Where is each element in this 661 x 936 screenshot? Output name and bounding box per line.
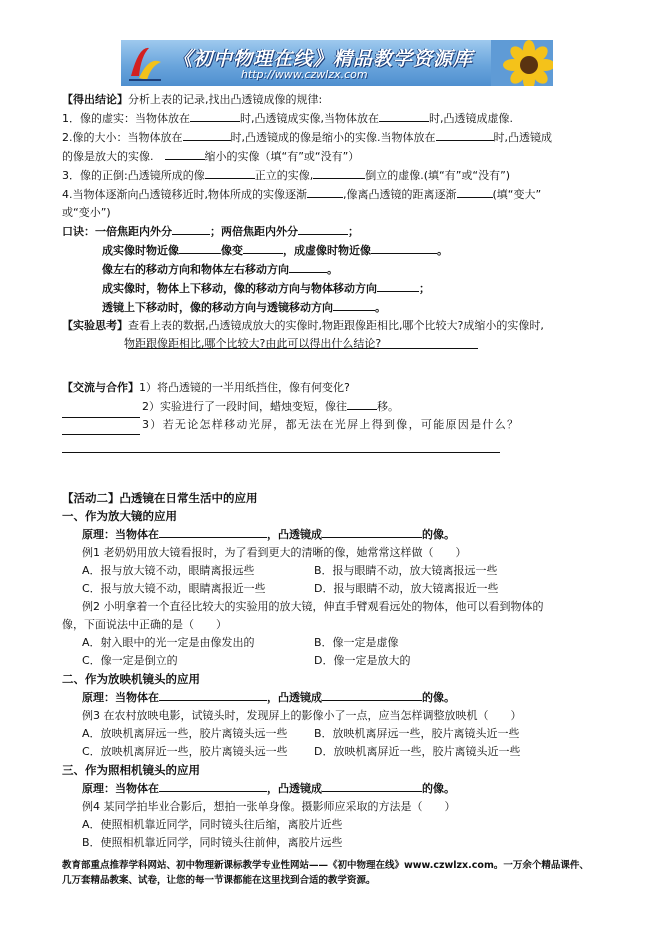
blank[interactable] [289,260,327,273]
example-1-options-cd [62,580,602,598]
blank[interactable] [371,241,437,254]
camera-heading: 三、作为照相机镜头的应用 [62,763,200,777]
blank[interactable] [307,185,343,198]
rule-3 [62,166,602,185]
principle-c: 的像。 [422,782,455,795]
thinking-text-2: 物距跟像距相比,哪个比较大?由此可以得出什么结论? [124,337,382,350]
example-2-options-ab [62,634,602,652]
rule-2-cont [62,147,602,166]
exchange-q2-a: 2）实验进行了一段时间，蜡烛变短，像往 [142,400,347,413]
rule-3-text-a: 3．像的正倒:凸透镜所成的像 [62,169,205,182]
rule-1-text-b: 时,凸透镜成实像,当物体放在 [240,112,379,125]
example-4-option-b[interactable]: B．使照相机靠近同学，同时镜头往前伸，离胶片远些 [82,836,343,849]
projector-principle [62,688,602,707]
rule-4-text-c: (填“变大” [492,188,542,201]
site-logo-icon [125,42,165,84]
rule-4-text-b: ,像离凸透镜的距离逐渐 [343,188,457,201]
blank[interactable] [322,779,422,792]
rule-2-text-d: 的像是放大的实像. [62,150,154,163]
sunflower-icon [491,40,553,86]
mnemonic-2-b: 像变 [221,244,243,257]
blank[interactable] [205,166,255,179]
magnifier-principle [62,525,602,544]
rule-4-cont [62,204,602,222]
example-2-options-cd [62,652,602,670]
activity-two-title: 【活动二】凸透镜在日常生活中的应用 [62,491,258,505]
example-4: 例4 某同学拍毕业合影后，想拍一张单身像。摄影师应采取的方法是（ ） [82,800,456,813]
magnifier-heading: 一、作为放大镜的应用 [62,509,177,523]
exchange-q2-b: 移。 [377,400,399,413]
exchange-line-3 [62,416,602,434]
blank[interactable] [457,185,493,198]
rule-3-text-c: 倒立的虚像.(填“有”或“没有”) [365,169,511,182]
mnemonic-1-a: 口诀：一倍焦距内外分 [62,225,172,238]
mnemonic-4-b: ； [419,282,430,295]
thinking-line-1 [62,317,602,335]
option[interactable]: C．报与放大镜不动，眼睛离报近一些 [82,582,266,595]
blank[interactable] [436,128,494,141]
conclusion-intro: 分析上表的记录,找出凸透镜成像的规律: [128,93,323,106]
blank[interactable] [165,147,205,160]
blank[interactable] [172,222,210,235]
principle-c: 的像。 [422,528,455,541]
banner-title: 《初中物理在线》精品教学资源库 [173,48,474,70]
mnemonic-4 [62,279,602,298]
example-1: 例1 老奶奶用放大镜看报时，为了看到更大的清晰的像，她常常这样做（ ） [82,546,467,559]
conclusion-heading-line [62,91,602,109]
conclusion-title: 【得出结论】 [62,93,128,106]
option[interactable]: D．像一定是放大的 [314,654,411,667]
option[interactable]: A．放映机离屏远一些，胶片离镜头远一些 [82,727,288,740]
blank[interactable] [379,109,429,122]
principle-b: ，凸透镜成 [267,528,322,541]
header-banner [121,40,553,86]
answer-line[interactable] [62,434,140,435]
answer-line[interactable] [62,452,500,453]
rule-2-text-a: 2.像的大小：当物体放在 [62,131,183,144]
option[interactable]: C．像一定是倒立的 [82,654,178,667]
example-3: 例3 在农村放映电影，试镜头时，发现屏上的影像小了一点，应当怎样调整放映机（ ） [82,709,522,722]
exchange-line-1 [62,379,602,397]
rule-2-text-e: 缩小的实像（填“有”或“没有”） [204,150,360,163]
blank[interactable] [179,241,221,254]
mnemonic-1-b: ；两倍焦距内外分 [210,225,298,238]
rule-4-text-d: 或“变小”) [62,206,111,219]
principle-a: 原理：当物体在 [82,782,159,795]
rule-2-text-c: 时,凸透镜成 [493,131,552,144]
rule-3-text-b: 正立的实像, [254,169,314,182]
example-2: 例2 小明拿着一个直径比较大的实验用的放大镜，伸直手臂观看远处的物体，他可以看到物体的 [82,600,544,613]
mnemonic-2-d: 。 [437,244,448,257]
footer-line-1: 教育部重点推荐学科网站、初中物理新课标教学专业性网站——《初中物理在线》www.czwlzx.com。一万余个精品课件、 [62,860,589,871]
blank[interactable] [183,128,231,141]
thinking-title: 【实验思考】 [62,319,128,332]
principle-a: 原理：当物体在 [82,691,159,704]
blank[interactable] [377,279,419,292]
option[interactable]: B．报与眼睛不动，放大镜离报远一些 [314,564,498,577]
blank[interactable] [322,525,422,538]
rule-2-text-b: 时,凸透镜成的像是缩小的实像.当物体放在 [230,131,436,144]
camera-principle [62,779,602,798]
blank[interactable] [159,525,267,538]
example-3-options-cd [62,743,602,761]
exchange-line-2 [62,397,602,416]
blank[interactable] [347,397,377,410]
principle-a: 原理：当物体在 [82,528,159,541]
mnemonic-5 [62,298,602,317]
rule-1 [62,109,602,128]
mnemonic-2 [62,241,602,260]
projector-heading: 二、作为放映机镜头的应用 [62,672,200,686]
rule-1-text-a: 1．像的虚实：当物体放在 [62,112,190,125]
banner-url: http://www.czwlzx.com [241,68,368,81]
example-4-option-a[interactable]: A．使照相机靠近同学，同时镜头往后缩，离胶片近些 [82,818,343,831]
thinking-text-1: 查看上表的数据,凸透镜成放大的实像时,物距跟像距相比,哪个比较大?成缩小的实像时, [128,319,544,332]
mnemonic-5-a: 透镜上下移动时，像的移动方向与透镜移动方向 [102,301,333,314]
mnemonic-1-c: ； [348,225,359,238]
example-3-options-ab [62,725,602,743]
option[interactable]: B．放映机离屏远一些，胶片离镜头近一些 [314,727,520,740]
blank[interactable] [190,109,240,122]
blank[interactable] [243,241,283,254]
exchange-q3: 3）若无论怎样移动光屏，都无法在光屏上得到像，可能原因是什么？ [142,418,520,431]
exchange-q1: 1）将凸透镜的一半用纸挡住，像有何变化? [139,381,350,394]
rule-2 [62,128,602,147]
mnemonic-5-b: 。 [375,301,386,314]
option[interactable]: D．放映机离屏近一些，胶片离镜头近一些 [314,745,521,758]
example-2-cont: 像，下面说法中正确的是（ ） [62,618,227,631]
blank[interactable] [333,298,375,311]
blank[interactable] [322,688,422,701]
option[interactable]: D．报与眼睛不动，放大镜离报近一些 [314,582,499,595]
answer-line[interactable] [128,348,478,349]
mnemonic-1 [62,222,602,241]
option[interactable]: A．射入眼中的光一定是由像发出的 [82,636,255,649]
option[interactable]: B．像一定是虚像 [314,636,399,649]
footer-line-2: 几万套精品教案、试卷，让您的每一节课都能在这里找到合适的教学资源。 [62,875,376,886]
mnemonic-3 [62,260,602,279]
blank[interactable] [159,688,267,701]
option[interactable]: A．报与放大镜不动，眼睛离报远些 [82,564,255,577]
rule-1-text-c: 时,凸透镜成虚像. [429,112,513,125]
exchange-title: 【交流与合作】 [62,381,139,394]
rule-4 [62,185,602,204]
answer-line[interactable] [62,417,140,418]
page-footer [62,858,602,888]
mnemonic-4-a: 成实像时，物体上下移动，像的移动方向与物体移动方向 [102,282,377,295]
principle-b: ，凸透镜成 [267,782,322,795]
example-1-options-ab [62,562,602,580]
option[interactable]: C．放映机离屏近一些，胶片离镜头远一些 [82,745,288,758]
principle-c: 的像。 [422,691,455,704]
rule-4-text-a: 4.当物体逐渐向凸透镜移近时,物体所成的实像逐渐 [62,188,307,201]
blank[interactable] [159,779,267,792]
mnemonic-3-a: 像左右的移动方向和物体左右移动方向 [102,263,289,276]
blank[interactable] [298,222,348,235]
mnemonic-2-a: 成实像时物近像 [102,244,179,257]
mnemonic-2-c: ，成虚像时物近像 [283,244,371,257]
principle-b: ，凸透镜成 [267,691,322,704]
thinking-line-2 [62,335,602,353]
blank[interactable] [313,166,365,179]
mnemonic-3-b: 。 [327,263,338,276]
